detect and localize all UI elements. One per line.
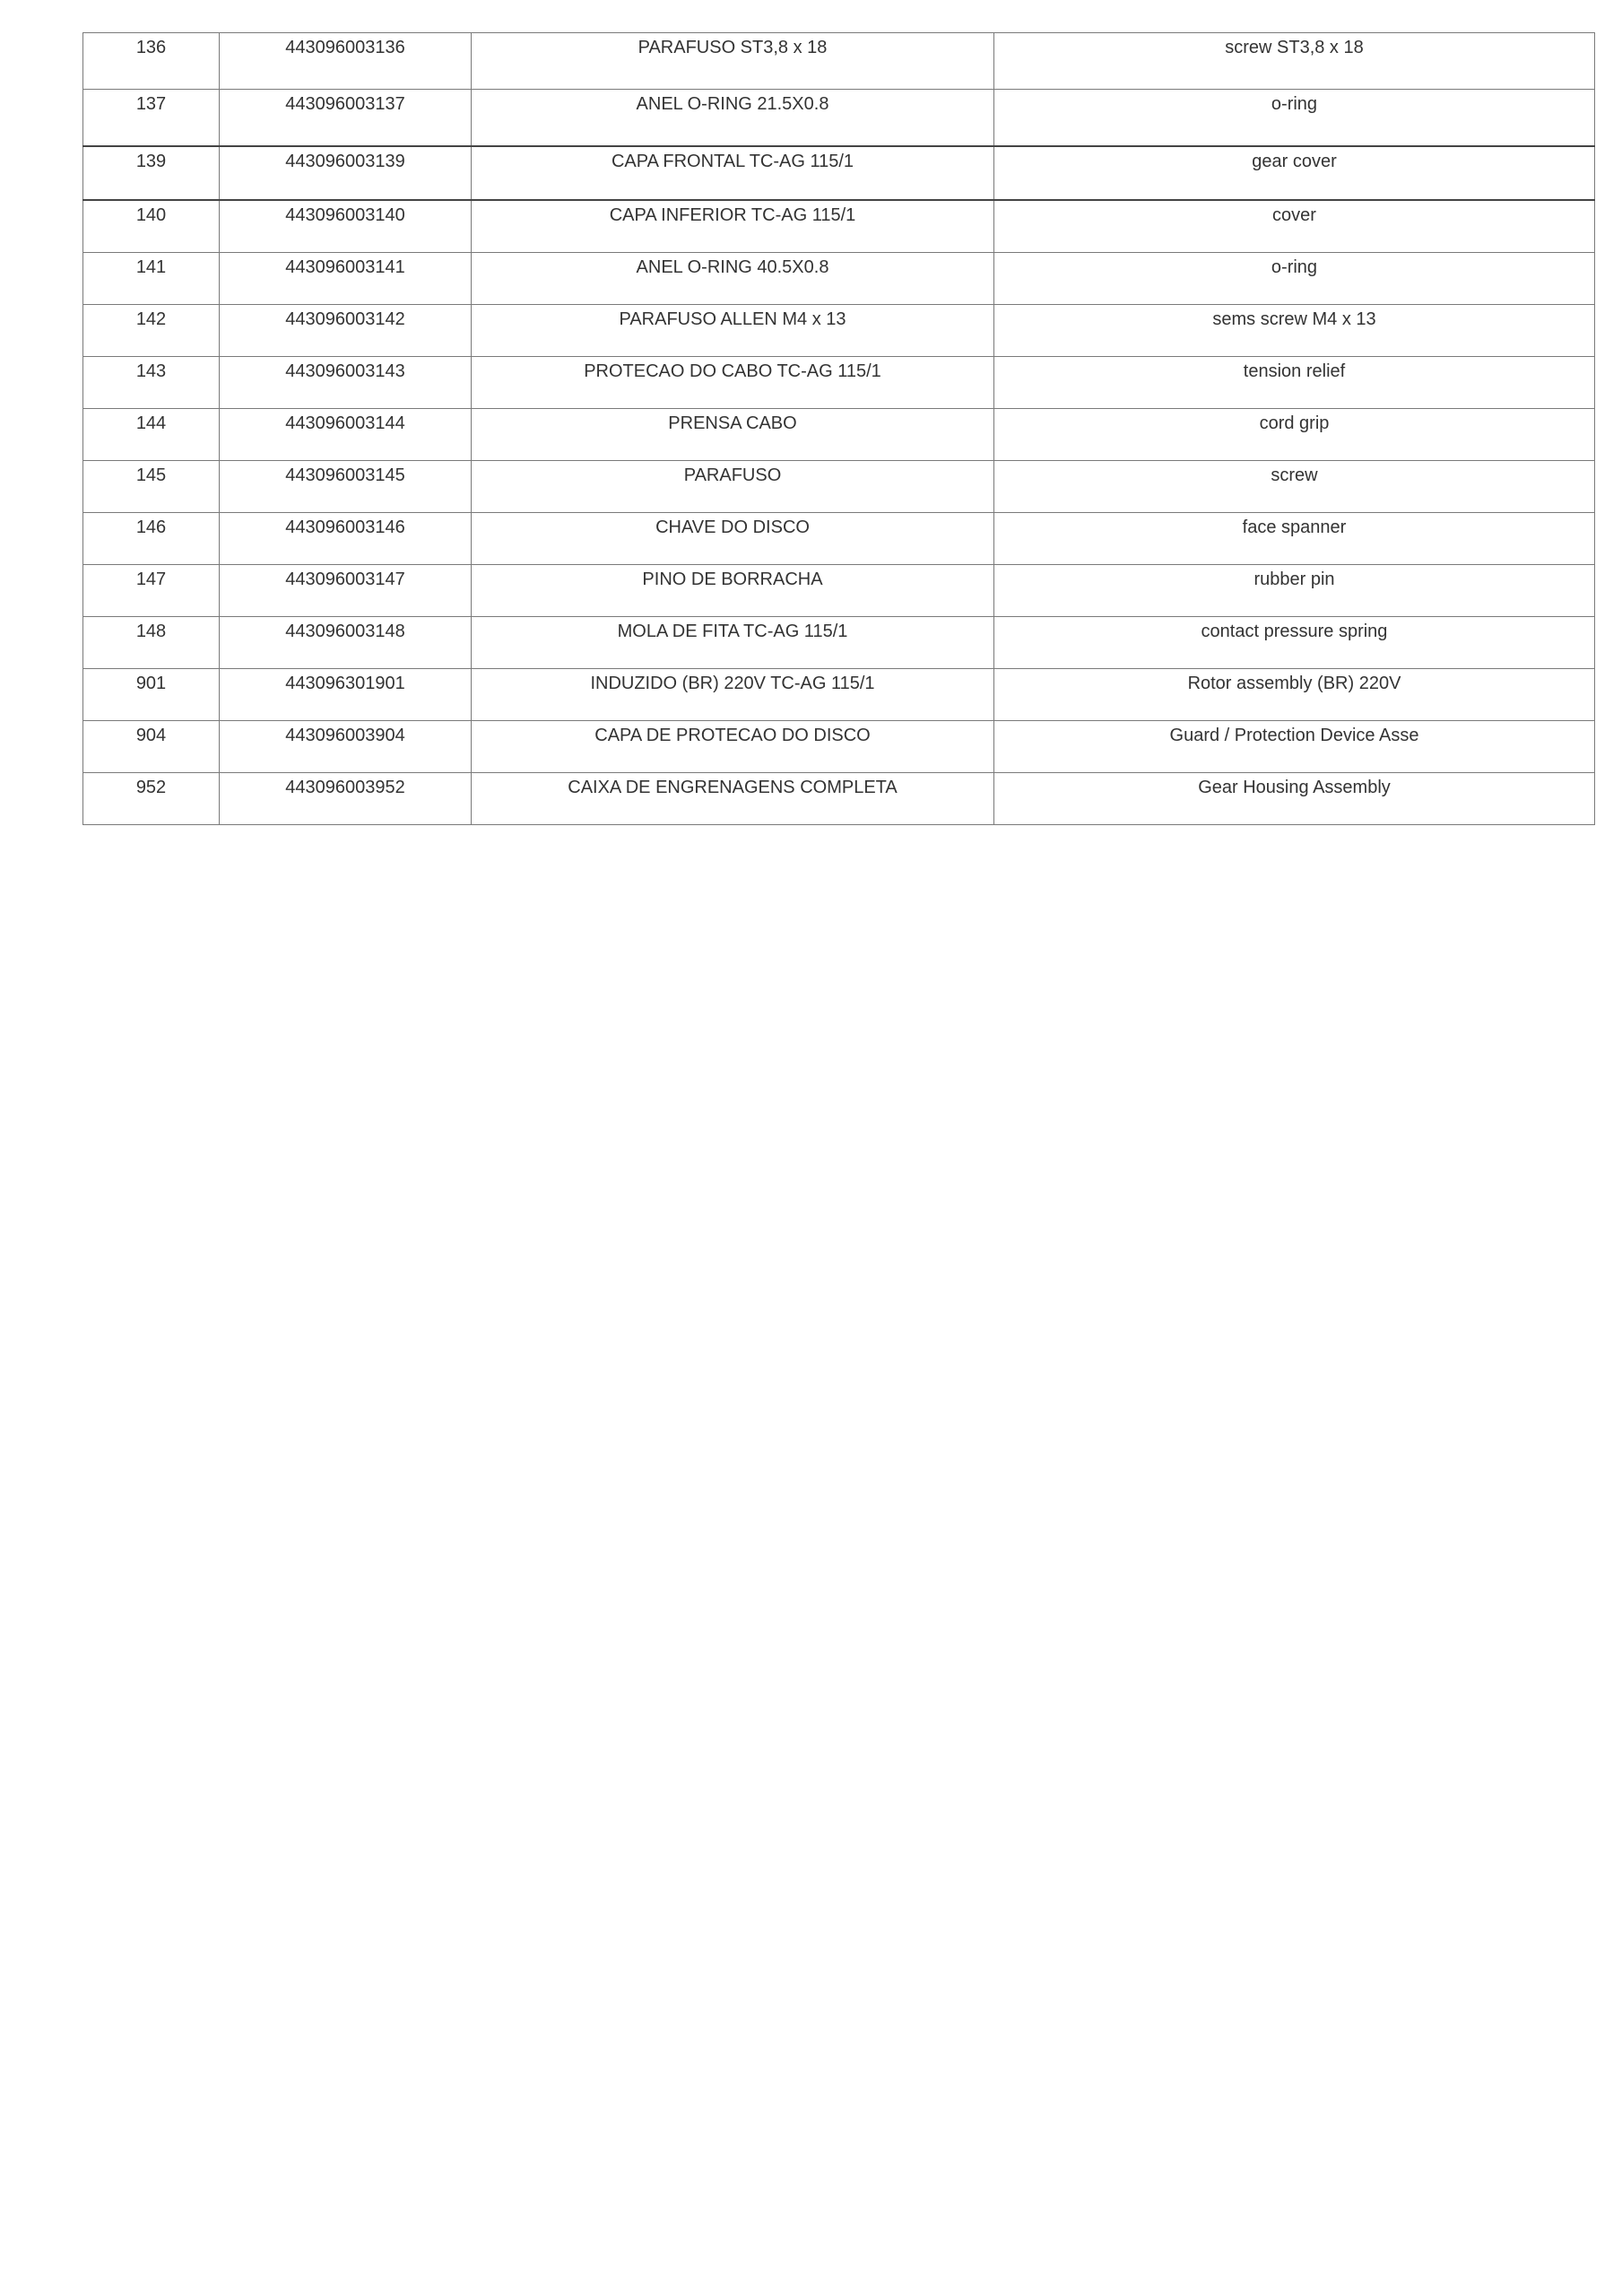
description-pt-cell: CAPA INFERIOR TC-AG 115/1 bbox=[472, 200, 994, 253]
part-code-cell: 443096003146 bbox=[220, 513, 472, 565]
description-pt-cell: PARAFUSO ST3,8 x 18 bbox=[472, 33, 994, 90]
item-number-cell: 142 bbox=[83, 305, 220, 357]
item-number-cell: 140 bbox=[83, 200, 220, 253]
part-code-cell: 443096003147 bbox=[220, 565, 472, 617]
description-en-cell: contact pressure spring bbox=[994, 617, 1595, 669]
table-row bbox=[83, 33, 1595, 90]
item-number-cell: 147 bbox=[83, 565, 220, 617]
table-row bbox=[83, 253, 1595, 305]
description-en-cell: cover bbox=[994, 200, 1595, 253]
description-pt-cell: CHAVE DO DISCO bbox=[472, 513, 994, 565]
description-pt-cell: ANEL O-RING 21.5X0.8 bbox=[472, 90, 994, 147]
description-pt-cell: INDUZIDO (BR) 220V TC-AG 115/1 bbox=[472, 669, 994, 721]
item-number-cell: 139 bbox=[83, 146, 220, 200]
description-en-cell: screw ST3,8 x 18 bbox=[994, 33, 1595, 90]
item-number-cell: 141 bbox=[83, 253, 220, 305]
table-row bbox=[83, 565, 1595, 617]
part-code-cell: 443096003904 bbox=[220, 721, 472, 773]
table-row bbox=[83, 773, 1595, 825]
description-en-cell: o-ring bbox=[994, 90, 1595, 147]
item-number-cell: 952 bbox=[83, 773, 220, 825]
description-pt-cell: CAIXA DE ENGRENAGENS COMPLETA bbox=[472, 773, 994, 825]
table-row bbox=[83, 409, 1595, 461]
description-pt-cell: PARAFUSO bbox=[472, 461, 994, 513]
part-code-cell: 443096003148 bbox=[220, 617, 472, 669]
item-number-cell: 148 bbox=[83, 617, 220, 669]
item-number-cell: 904 bbox=[83, 721, 220, 773]
part-code-cell: 443096003137 bbox=[220, 90, 472, 147]
parts-list-table bbox=[82, 32, 1595, 825]
part-code-cell: 443096003141 bbox=[220, 253, 472, 305]
description-en-cell: Guard / Protection Device Asse bbox=[994, 721, 1595, 773]
description-en-cell: o-ring bbox=[994, 253, 1595, 305]
part-code-cell: 443096003140 bbox=[220, 200, 472, 253]
description-pt-cell: PARAFUSO ALLEN M4 x 13 bbox=[472, 305, 994, 357]
part-code-cell: 443096003139 bbox=[220, 146, 472, 200]
table-row bbox=[83, 721, 1595, 773]
item-number-cell: 145 bbox=[83, 461, 220, 513]
description-pt-cell: CAPA FRONTAL TC-AG 115/1 bbox=[472, 146, 994, 200]
item-number-cell: 137 bbox=[83, 90, 220, 147]
table-row bbox=[83, 617, 1595, 669]
description-pt-cell: ANEL O-RING 40.5X0.8 bbox=[472, 253, 994, 305]
item-number-cell: 901 bbox=[83, 669, 220, 721]
description-pt-cell: PROTECAO DO CABO TC-AG 115/1 bbox=[472, 357, 994, 409]
item-number-cell: 136 bbox=[83, 33, 220, 90]
part-code-cell: 443096301901 bbox=[220, 669, 472, 721]
item-number-cell: 144 bbox=[83, 409, 220, 461]
table-row bbox=[83, 146, 1595, 200]
description-pt-cell: PINO DE BORRACHA bbox=[472, 565, 994, 617]
description-en-cell: tension relief bbox=[994, 357, 1595, 409]
description-en-cell: Gear Housing Assembly bbox=[994, 773, 1595, 825]
description-pt-cell: CAPA DE PROTECAO DO DISCO bbox=[472, 721, 994, 773]
part-code-cell: 443096003145 bbox=[220, 461, 472, 513]
description-en-cell: face spanner bbox=[994, 513, 1595, 565]
description-en-cell: screw bbox=[994, 461, 1595, 513]
part-code-cell: 443096003143 bbox=[220, 357, 472, 409]
description-en-cell: Rotor assembly (BR) 220V bbox=[994, 669, 1595, 721]
part-code-cell: 443096003952 bbox=[220, 773, 472, 825]
part-code-cell: 443096003142 bbox=[220, 305, 472, 357]
item-number-cell: 146 bbox=[83, 513, 220, 565]
description-en-cell: sems screw M4 x 13 bbox=[994, 305, 1595, 357]
description-en-cell: gear cover bbox=[994, 146, 1595, 200]
table-row bbox=[83, 513, 1595, 565]
description-pt-cell: MOLA DE FITA TC-AG 115/1 bbox=[472, 617, 994, 669]
item-number-cell: 143 bbox=[83, 357, 220, 409]
table-row bbox=[83, 669, 1595, 721]
table-row bbox=[83, 90, 1595, 147]
table-row bbox=[83, 200, 1595, 253]
table-row bbox=[83, 305, 1595, 357]
description-en-cell: cord grip bbox=[994, 409, 1595, 461]
description-pt-cell: PRENSA CABO bbox=[472, 409, 994, 461]
part-code-cell: 443096003144 bbox=[220, 409, 472, 461]
parts-list-body bbox=[83, 33, 1595, 825]
part-code-cell: 443096003136 bbox=[220, 33, 472, 90]
description-en-cell: rubber pin bbox=[994, 565, 1595, 617]
table-row bbox=[83, 357, 1595, 409]
table-row bbox=[83, 461, 1595, 513]
